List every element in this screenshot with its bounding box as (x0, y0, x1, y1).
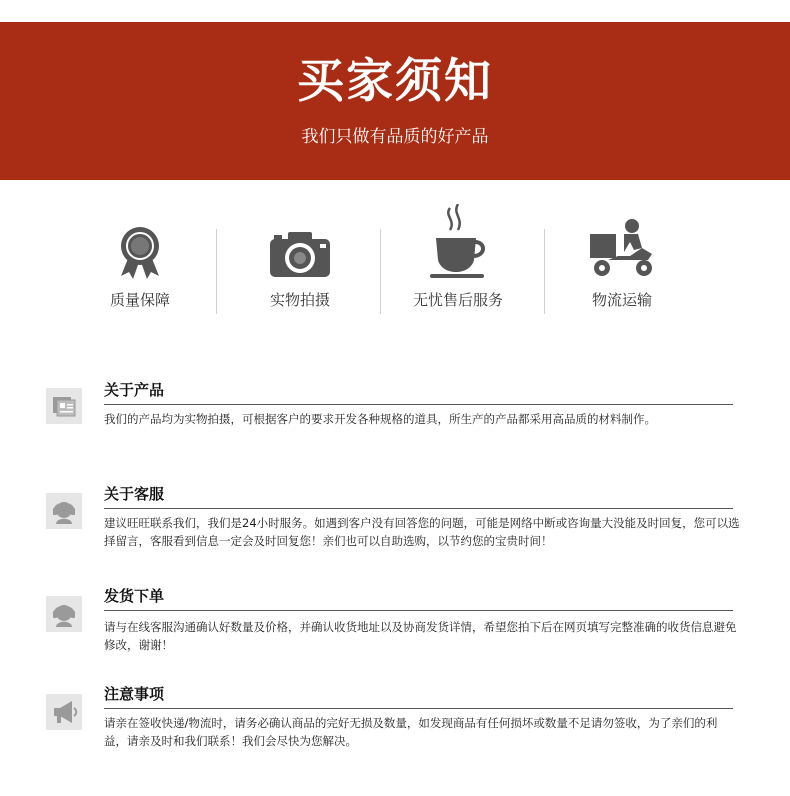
section-text: 请亲在签收快递/物流时，请务必确认商品的完好无损及数量，如发现商品有任何损坏或数量不足请勿签收，为了亲们的利益，请亲及时和我们联系！我们会尽快为您解决。 (104, 716, 718, 748)
section-title: 注意事项 (104, 685, 165, 703)
customer-service-icon (46, 596, 82, 632)
page-subtitle: 我们只做有品质的好产品 (301, 127, 489, 147)
award-badge-icon (115, 226, 165, 280)
section-title: 发货下单 (104, 587, 165, 605)
section-text: 建议旺旺联系我们，我们是24小时服务。如遇到客户没有回答您的问题，可能是网络中断或咨询量大没能及时回复，您可以选择留言，客服看到信息一定会及时回复您！亲们也可以自助选购，以节约您的宝贵时间！ (104, 516, 740, 548)
feature-quality (58, 200, 222, 318)
section-title: 关于产品 (104, 381, 165, 399)
section-divider (104, 404, 733, 405)
feature-label: 实物拍摄 (269, 291, 330, 309)
delivery-scooter-icon (588, 218, 656, 280)
section-text: 请与在线客服沟通确认好数量及价格，并确认收货地址以及协商发货详情，希望您拍下后在网页填写完整准确的收货信息避免修改，谢谢！ (104, 620, 737, 652)
feature-label: 无忧售后服务 (412, 291, 503, 309)
section-divider (104, 508, 733, 509)
customer-service-icon (46, 493, 82, 529)
feature-label: 物流运输 (591, 291, 652, 309)
header-banner (0, 22, 790, 180)
page-title: 买家须知 (297, 54, 493, 109)
coffee-cup-icon (428, 204, 488, 280)
section-divider (104, 708, 733, 709)
divider (216, 229, 217, 314)
megaphone-icon (46, 694, 82, 730)
document-icon (46, 388, 82, 424)
feature-label: 质量保障 (109, 291, 170, 309)
feature-photo (218, 200, 382, 318)
feature-after-sales (376, 200, 540, 318)
feature-shipping (540, 200, 704, 318)
section-title: 关于客服 (104, 485, 165, 503)
section-divider (104, 610, 733, 611)
section-text: 我们的产品均为实物拍摄，可根据客户的要求开发各种规格的道具，所生产的产品都采用高品质的材料制作。 (104, 412, 656, 426)
camera-icon (268, 230, 332, 280)
